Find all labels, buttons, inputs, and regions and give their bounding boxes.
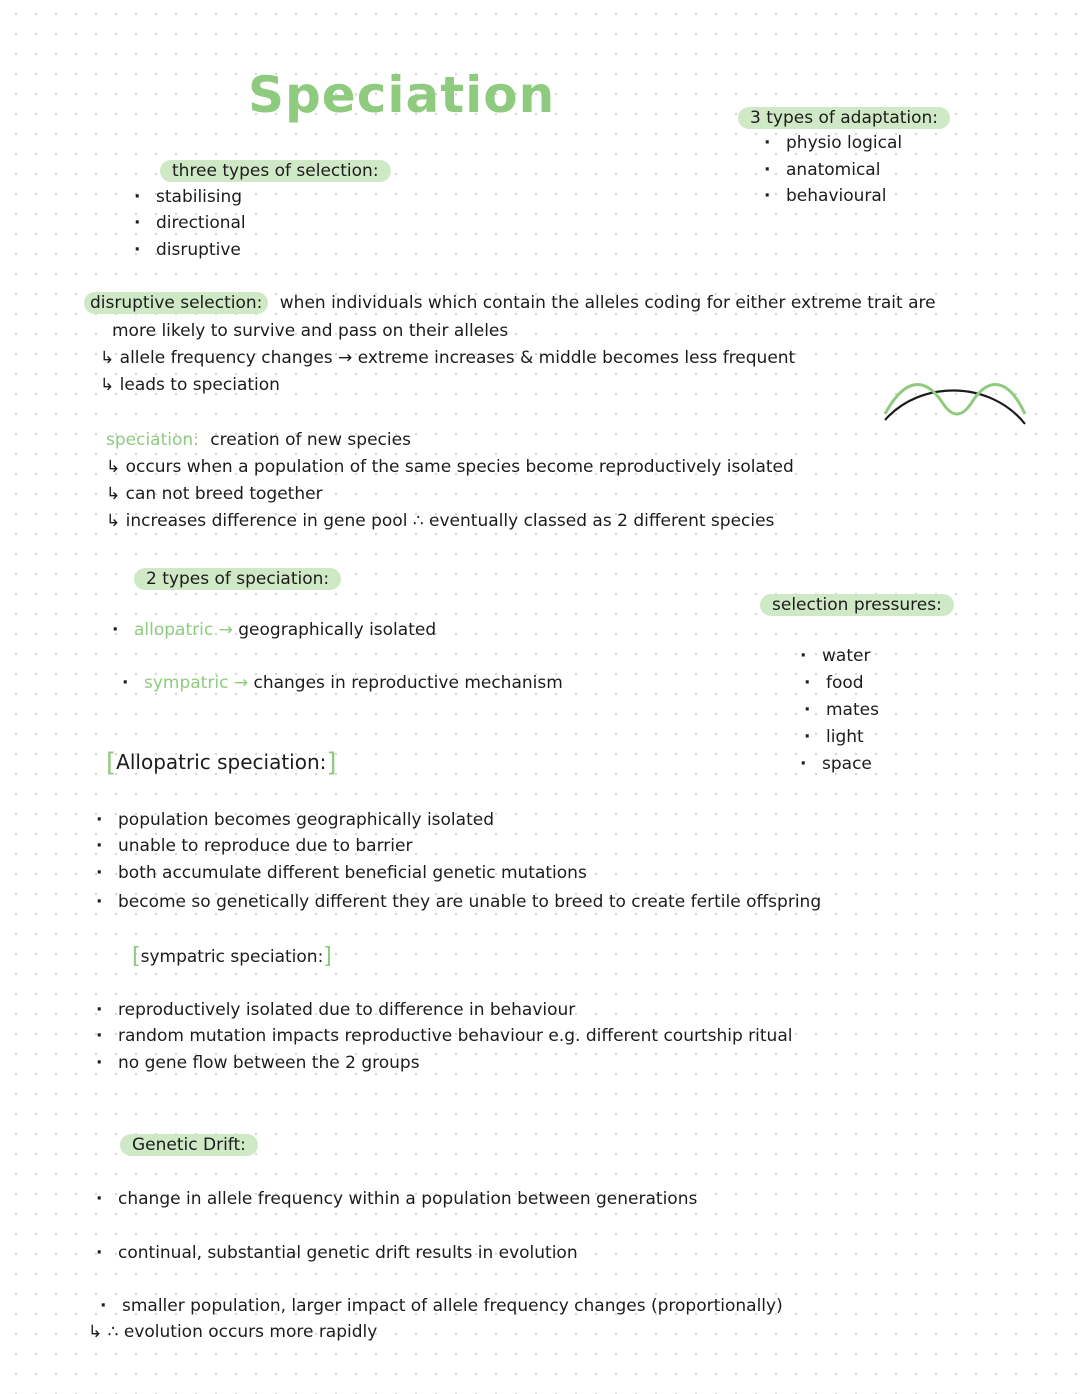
list-item: · no gene flow between the 2 groups [118, 1053, 420, 1073]
list-item: · unable to reproduce due to barrier [118, 836, 412, 856]
allopatric-heading: [Allopatric speciation:] [106, 748, 337, 778]
list-item: · reproductively isolated due to difference in behaviour [118, 1000, 575, 1020]
list-item: · physio logical [786, 133, 902, 153]
page-title: Speciation [248, 66, 556, 124]
disruptive-curve-sketch [880, 372, 1030, 432]
list-item: · mates [826, 700, 879, 720]
normal-curve [885, 390, 1025, 424]
bracket-close: ] [326, 748, 337, 778]
sub-arrow-icon: ↳ [106, 457, 121, 477]
sub-arrow-icon: ↳ [100, 375, 115, 395]
speciation-sub2: ↳ can not breed together [106, 484, 323, 504]
speciation-term: speciation: [106, 430, 199, 450]
list-item: · random mutation impacts reproductive behaviour e.g. different courtship ritual [118, 1026, 792, 1046]
genetic-drift-sub: ↳ ∴ evolution occurs more rapidly [88, 1322, 378, 1342]
disruptive-sub1: ↳ allele frequency changes → extreme increases & middle becomes less frequent [100, 348, 796, 368]
disruptive-sub2: ↳ leads to speciation [100, 375, 280, 395]
genetic-drift-heading: Genetic Drift: [120, 1134, 258, 1156]
disruptive-term: disruptive selection: [84, 292, 268, 314]
list-item: · water [822, 646, 870, 666]
disruptive-line1: disruptive selection: when individuals which contain the alleles coding for either extreme trait are [84, 293, 936, 313]
list-item: · become so genetically different they are unable to breed to create fertile offspring [118, 892, 821, 912]
sympatric-heading: [sympatric speciation:] [132, 944, 332, 969]
selection-types-heading: three types of selection: [160, 160, 391, 182]
list-item: · food [826, 673, 864, 693]
arrow-right-icon: → [218, 620, 233, 640]
speciation-sub3: ↳ increases difference in gene pool ∴ eventually classed as 2 different species [106, 511, 775, 531]
allopatric-type: · allopatric → geographically isolated [134, 620, 436, 640]
sub-arrow-icon: ↳ [88, 1322, 103, 1342]
bracket-open: [ [132, 944, 141, 969]
sub-arrow-icon: ↳ [100, 348, 115, 368]
speciation-sub1: ↳ occurs when a population of the same species become reproductively isolated [106, 457, 794, 477]
speciation-types-heading: 2 types of speciation: [134, 568, 341, 590]
disruptive-curve [885, 385, 1025, 414]
list-item: · stabilising [156, 187, 242, 207]
sympatric-type: · sympatric → changes in reproductive mechanism [144, 673, 563, 693]
sub-arrow-icon: ↳ [106, 511, 121, 531]
list-item: · behavioural [786, 186, 887, 206]
list-item: · continual, substantial genetic drift results in evolution [118, 1243, 578, 1263]
list-item: · population becomes geographically isolated [118, 810, 494, 830]
sub-arrow-icon: ↳ [106, 484, 121, 504]
disruptive-line2: more likely to survive and pass on their alleles [112, 321, 509, 341]
list-item: · space [822, 754, 872, 774]
bracket-open: [ [106, 748, 117, 778]
list-item: · anatomical [786, 160, 880, 180]
selection-pressures-heading: selection pressures: [760, 594, 954, 616]
list-item: · directional [156, 213, 246, 233]
adaptation-heading: 3 types of adaptation: [738, 107, 950, 129]
list-item: · change in allele frequency within a population between generations [118, 1189, 697, 1209]
list-item: · smaller population, larger impact of allele frequency changes (proportionally) [122, 1296, 783, 1316]
arrow-right-icon: → [233, 673, 249, 693]
list-item: · light [826, 727, 864, 747]
bracket-close: ] [323, 944, 332, 969]
list-item: · both accumulate different beneficial genetic mutations [118, 863, 587, 883]
speciation-def-line: speciation: creation of new species [106, 430, 411, 450]
list-item: · disruptive [156, 240, 241, 260]
